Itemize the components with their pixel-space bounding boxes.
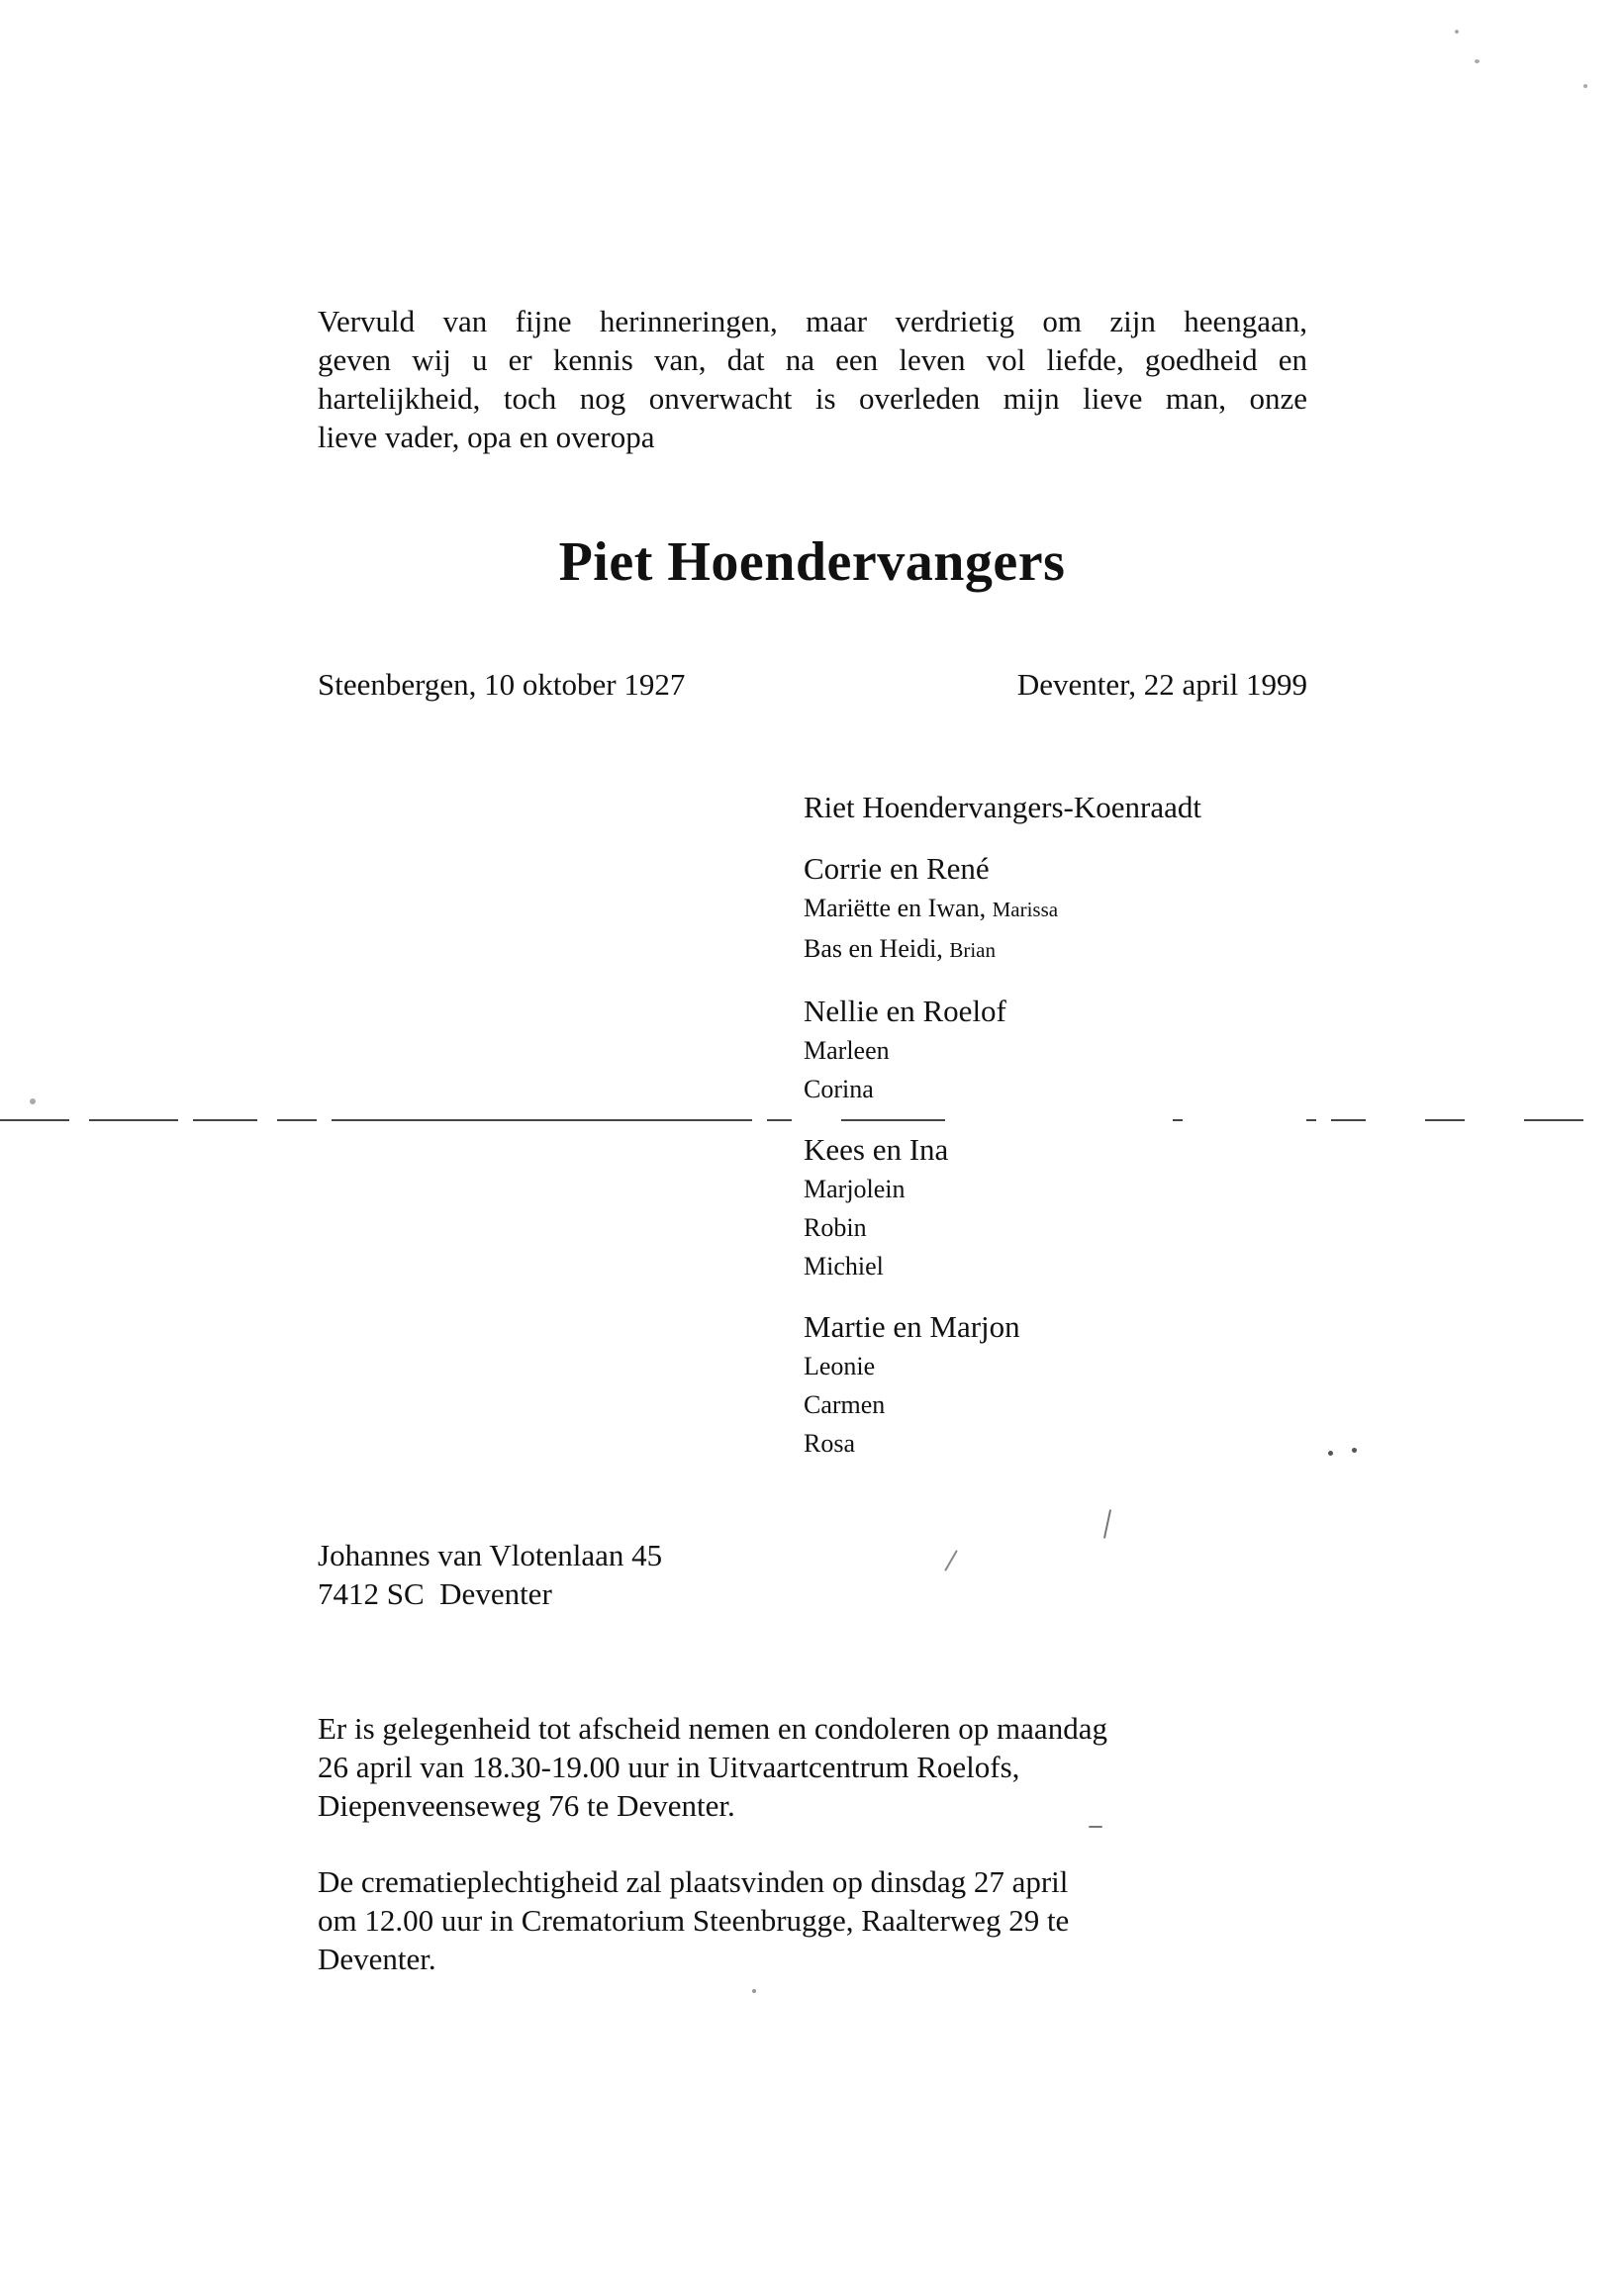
grandchild-name: Carmen: [804, 1390, 886, 1419]
grandchild-name: Leonie: [804, 1352, 876, 1380]
intro-line: hartelijkheid, toch nog onverwacht is overleden mijn lieve man, onze: [318, 381, 1307, 416]
family-group: [804, 849, 1358, 970]
address-street: Johannes van Vlotenlaan 45: [318, 1538, 663, 1572]
scan-speck: [1103, 1509, 1111, 1539]
grandchild-name: Corina: [804, 1075, 874, 1103]
scan-speck: [1455, 30, 1459, 34]
family-group: [804, 1130, 1358, 1285]
family-group: [804, 1307, 1358, 1463]
family-list: [804, 788, 1358, 1484]
ceremony-line: om 12.00 uur in Crematorium Steenbrugge, Raalterweg 29 te: [318, 1903, 1070, 1938]
scan-speck: [1475, 59, 1480, 63]
widow-name: Riet Hoendervangers-Koenraadt: [804, 790, 1201, 824]
grandchild-name: Robin: [804, 1213, 867, 1242]
address-city: 7412 SC Deventer: [318, 1576, 552, 1611]
deceased-name: Piet Hoendervangers: [558, 531, 1066, 593]
family-group: [804, 992, 1358, 1108]
family-group-head: Kees en Ina: [804, 1132, 949, 1167]
grandchild-name: Mariëtte en Iwan,: [804, 894, 987, 922]
grandchild: [804, 929, 1358, 970]
intro-line: geven wij u er kennis van, dat na een leven vol liefde, goedheid en: [318, 342, 1307, 377]
family-group-head: Corrie en René: [804, 851, 990, 886]
family-group-head: Nellie en Roelof: [804, 994, 1006, 1028]
address: [318, 1536, 662, 1613]
scan-speck: [30, 1098, 36, 1104]
scan-speck: [1328, 1451, 1333, 1456]
intro-line: Vervuld van fijne herinneringen, maar verdrietig om zijn heengaan,: [318, 304, 1307, 338]
scan-speck: [752, 1989, 756, 1993]
scan-speck: [1352, 1448, 1357, 1453]
ceremony-paragraph: [318, 1862, 1258, 1978]
ceremony-line: Deventer.: [318, 1942, 436, 1976]
condolence-paragraph: [318, 1709, 1258, 1825]
scan-speck: [1089, 1826, 1102, 1828]
birth-date: Steenbergen, 10 oktober 1927: [318, 667, 686, 702]
ceremony-line: De crematieplechtigheid zal plaatsvinden op dinsdag 27 april: [318, 1864, 1069, 1899]
family-group-head: Martie en Marjon: [804, 1309, 1020, 1344]
grandchild-name: Rosa: [804, 1429, 855, 1458]
intro-paragraph: [318, 302, 1307, 456]
grandchild-name: Bas en Heidi,: [804, 934, 943, 963]
intro-line: lieve vader, opa en overopa: [318, 420, 655, 454]
condolence-line: Diepenveenseweg 76 te Deventer.: [318, 1788, 735, 1823]
great-grandchild-name: Marissa: [992, 898, 1059, 921]
scan-speck: [944, 1550, 958, 1571]
grandchild-name: Marjolein: [804, 1175, 906, 1203]
scan-speck: [1583, 84, 1587, 88]
grandchild-name: Marleen: [804, 1036, 890, 1065]
condolence-line: 26 april van 18.30-19.00 uur in Uitvaartcentrum Roelofs,: [318, 1750, 1020, 1784]
dates-row: [318, 665, 1307, 705]
condolence-line: Er is gelegenheid tot afscheid nemen en condoleren op maandag: [318, 1711, 1107, 1746]
great-grandchild-name: Brian: [949, 938, 996, 962]
grandchild: [804, 889, 1358, 929]
death-date: Deventer, 22 april 1999: [1016, 667, 1307, 702]
grandchild-name: Michiel: [804, 1252, 884, 1281]
fold-line: [0, 1119, 1624, 1121]
